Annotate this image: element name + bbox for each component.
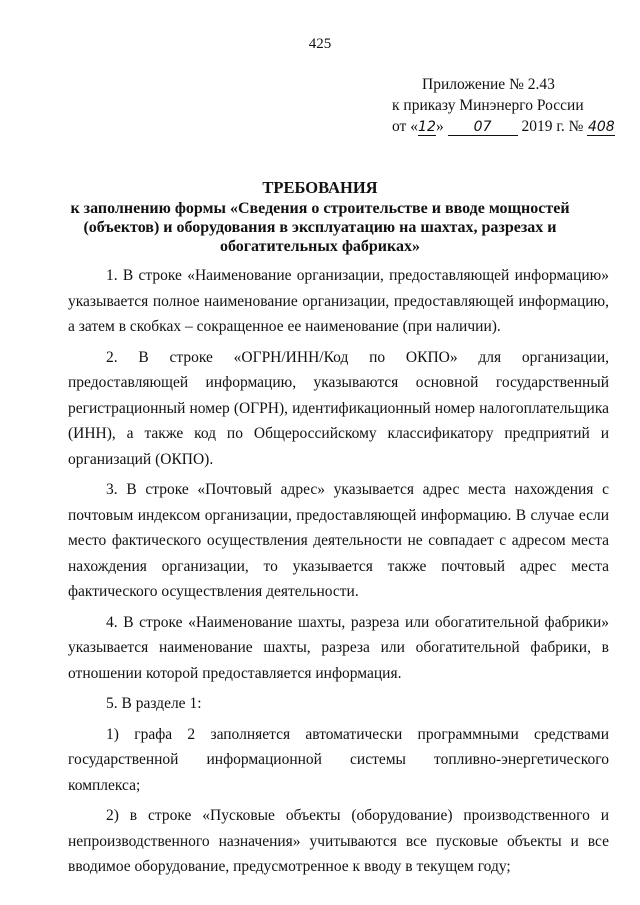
paragraph: 1) графа 2 заполняется автоматически программными средствами государственной информационной системы топливно-энергетического комплекса; (68, 725, 609, 794)
handwritten-day: 12 (418, 119, 436, 135)
paragraph: 1. В строке «Наименование организации, предоставляющей информацию» указывается полное наименование организации, предоставляющей информацию, а затем в скобках – сокращенное ее наименование (при наличии). (68, 267, 609, 335)
handwritten-number: 408 (587, 119, 615, 135)
document-body (68, 263, 609, 885)
title-heading: ТРЕБОВАНИЯ (262, 178, 378, 197)
appendix-title: Приложение № 2.43 (422, 76, 555, 93)
paragraph: 2. В строке «ОГРН/ИНН/Код по ОКПО» для организации, предоставляющей информацию, указываются основной государственный регистрационный номер (ОГРН), идентификационный номер налогоплательщика (ИНН), а также код по Общероссийскому классификатору предприятий и организаций (ОКПО). (68, 348, 609, 468)
paragraph: 5. В разделе 1: (106, 695, 202, 712)
appendix-block (392, 74, 632, 137)
title-subheading: к заполнению формы «Сведения о строительстве и вводе мощностей (объектов) и оборудования в эксплуатацию на шахтах, разрезах и обогатительных фабриках» (70, 200, 570, 255)
appendix-date-line: от «12» 07 2019 г. № 408 (392, 118, 615, 135)
handwritten-month: 07 (448, 119, 518, 136)
paragraph: 3. В строке «Почтовый адрес» указывается адрес места нахождения с почтовым индексом организации, предоставляющей информацию. В случае если место фактического осуществления деятельности не совпадает с адресом места нахождения организации, то указывается также почтовый адрес места фактического осуществления деятельности. (68, 481, 609, 600)
document-title (40, 178, 600, 256)
page-number: 425 (308, 36, 332, 52)
paragraph: 2) в строке «Пусковые объекты (оборудование) производственного и непроизводственного назначения» учитываются все пусковые объекты и все вводимое оборудование, предусмотренное к вводу в текущем году; (68, 807, 609, 875)
paragraph: 4. В строке «Наименование шахты, разреза или обогатительной фабрики» указывается наименование шахты, разреза или обогатительной фабрики, в отношении которой предоставляется информация. (68, 613, 609, 682)
appendix-order: к приказу Минэнерго России (392, 97, 584, 114)
